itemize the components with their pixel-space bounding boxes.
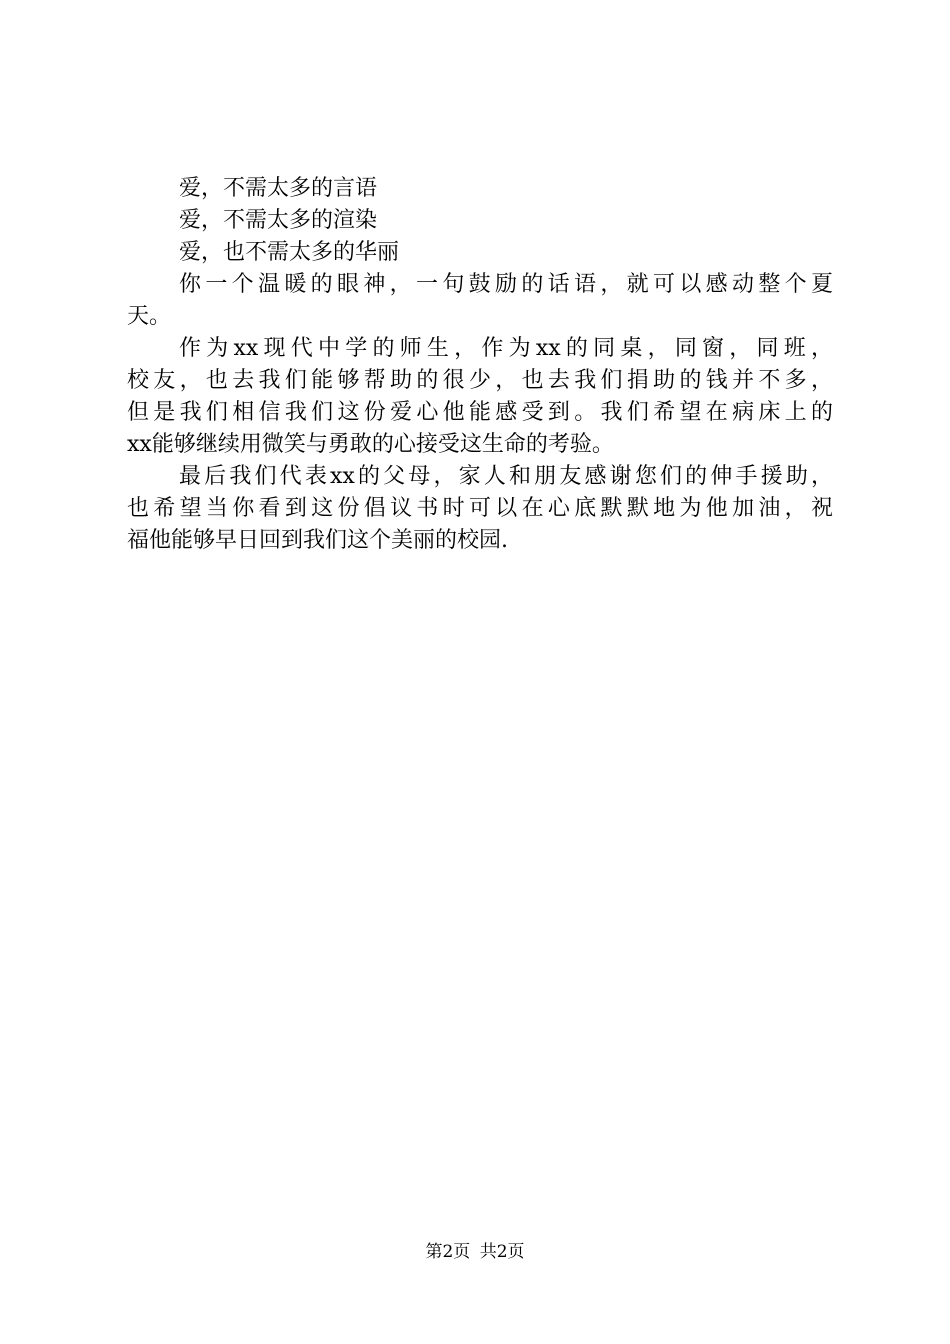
text-line: 天。 xyxy=(127,304,172,329)
document-body xyxy=(127,173,833,557)
text-line: xx能够继续用微笑与勇敢的心接受这生命的考验。 xyxy=(127,432,614,457)
text-line: 但是我们相信我们这份爱心他能感受到。我们希望在病床上的 xyxy=(127,400,833,425)
text-line: 爱，不需太多的渲染 xyxy=(179,208,378,233)
text-line: 也希望当你看到这份倡议书时可以在心底默默地为他加油，祝 xyxy=(127,496,833,521)
page-number: 第2页 xyxy=(425,1242,471,1262)
text-line: 最后我们代表xx的父母，家人和朋友感谢您们的伸手援助， xyxy=(179,464,833,489)
page-footer xyxy=(0,1240,950,1264)
text-line: 你一个温暖的眼神，一句鼓励的话语，就可以感动整个夏 xyxy=(179,272,833,297)
text-line: 校友，也去我们能够帮助的很少，也去我们捐助的钱并不多， xyxy=(127,368,833,393)
text-line: 作为xx现代中学的师生，作为xx的同桌，同窗，同班， xyxy=(179,336,833,361)
text-line: 爱，也不需太多的华丽 xyxy=(179,240,400,265)
page-total: 共2页 xyxy=(479,1242,525,1262)
text-line: 爱，不需太多的言语 xyxy=(179,176,378,201)
text-line: 福他能够早日回到我们这个美丽的校园. xyxy=(127,528,508,553)
